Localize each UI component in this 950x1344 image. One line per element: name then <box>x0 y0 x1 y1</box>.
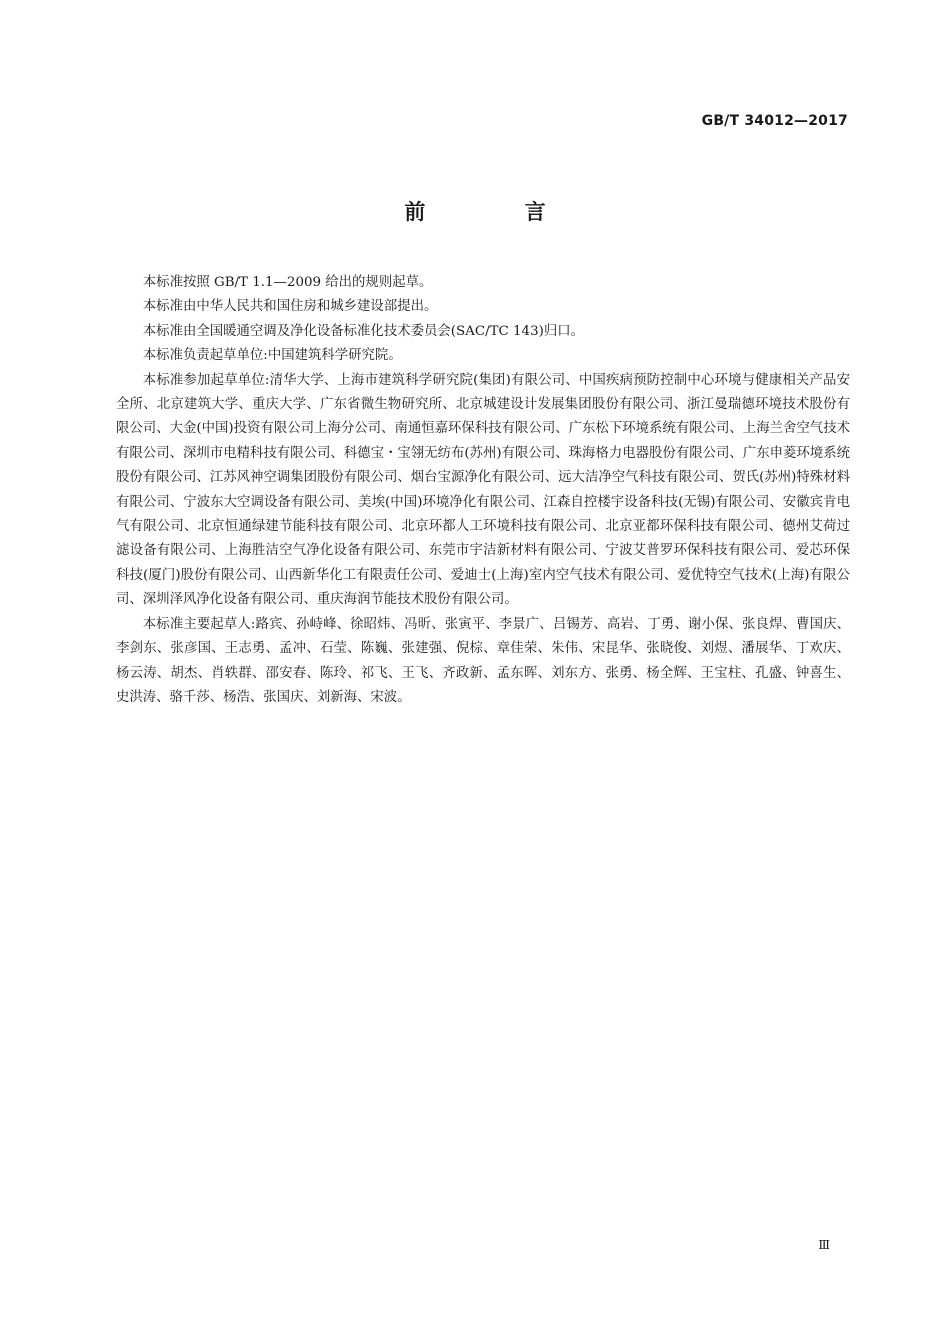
foreword-body <box>116 271 850 710</box>
paragraph-main-drafters: 本标准主要起草人:路宾、孙峙峰、徐昭炜、冯昕、张寅平、李景广、吕锡芳、高岩、丁勇、谢小保、张良焊、曹国庆、李剑东、张彦国、王志勇、孟冲、石莹、陈巍、张建强、倪棕、章佳荣、朱伟、宋昆华、张晓俊、刘煜、潘展华、丁欢庆、杨云涛、胡杰、肖轶群、邵安春、陈玲、祁飞、王飞、齐政新、孟东晖、刘东方、张勇、杨全辉、王宝柱、孔盛、钟喜生、史洪涛、骆千莎、杨浩、张国庆、刘新海、宋波。 <box>116 616 850 705</box>
standard-number: GB/T 34012—2017 <box>701 113 848 129</box>
paragraph-proposer: 本标准由中华人民共和国住房和城乡建设部提出。 <box>142 299 438 315</box>
paragraph-responsible-unit: 本标准负责起草单位:中国建筑科学研究院。 <box>142 348 402 364</box>
paragraph-committee: 本标准由全国暖通空调及净化设备标准化技术委员会(SAC/TC 143)归口。 <box>142 323 584 339</box>
page-number: Ⅲ <box>818 1238 830 1252</box>
paragraph-drafting-rules: 本标准按照 GB/T 1.1—2009 给出的规则起草。 <box>142 275 433 290</box>
paragraph-participating-units: 本标准参加起草单位:清华大学、上海市建筑科学研究院(集团)有限公司、中国疾病预防控制中心环境与健康相关产品安全所、北京建筑大学、重庆大学、广东省微生物研究所、北京城建设计发展集团股份有限公司、浙江曼瑞德环境技术股份有限公司、大金(中国)投资有限公司上海分公司、南通恒嘉环保科技有限公司、广东松下环境系统有限公司、上海兰舍空气技术有限公司、深圳市电精科技有限公司、科德宝・宝翎无纺布(苏州)有限公司、珠海格力电器股份有限公司、广东申菱环境系统股份有限公司、江苏风神空调集团股份有限公司、烟台宝源净化有限公司、远大洁净空气科技有限公司、贺氏(苏州)特殊材料有限公司、宁波东大空调设备有限公司、美埃(中国)环境净化有限公司、江森自控楼宇设备科技(无锡)有限公司、安徽宾肯电气有限公司、北京恒通绿建节能科技有限公司、北京环都人工环境科技有限公司、北京亚都环保科技有限公司、德州艾荷过滤设备有限公司、上海胜洁空气净化设备有限公司、东莞市宇洁新材料有限公司、宁波艾普罗环保科技有限公司、爱芯环保科技(厦门)股份有限公司、山西新华化工有限责任公司、爱迪士(上海)室内空气技术有限公司、爱优特空气技术(上海)有限公司、深圳泽风净化设备有限公司、重庆海润节能技术股份有限公司。 <box>116 372 850 608</box>
page-title: 前 言 <box>404 200 592 224</box>
